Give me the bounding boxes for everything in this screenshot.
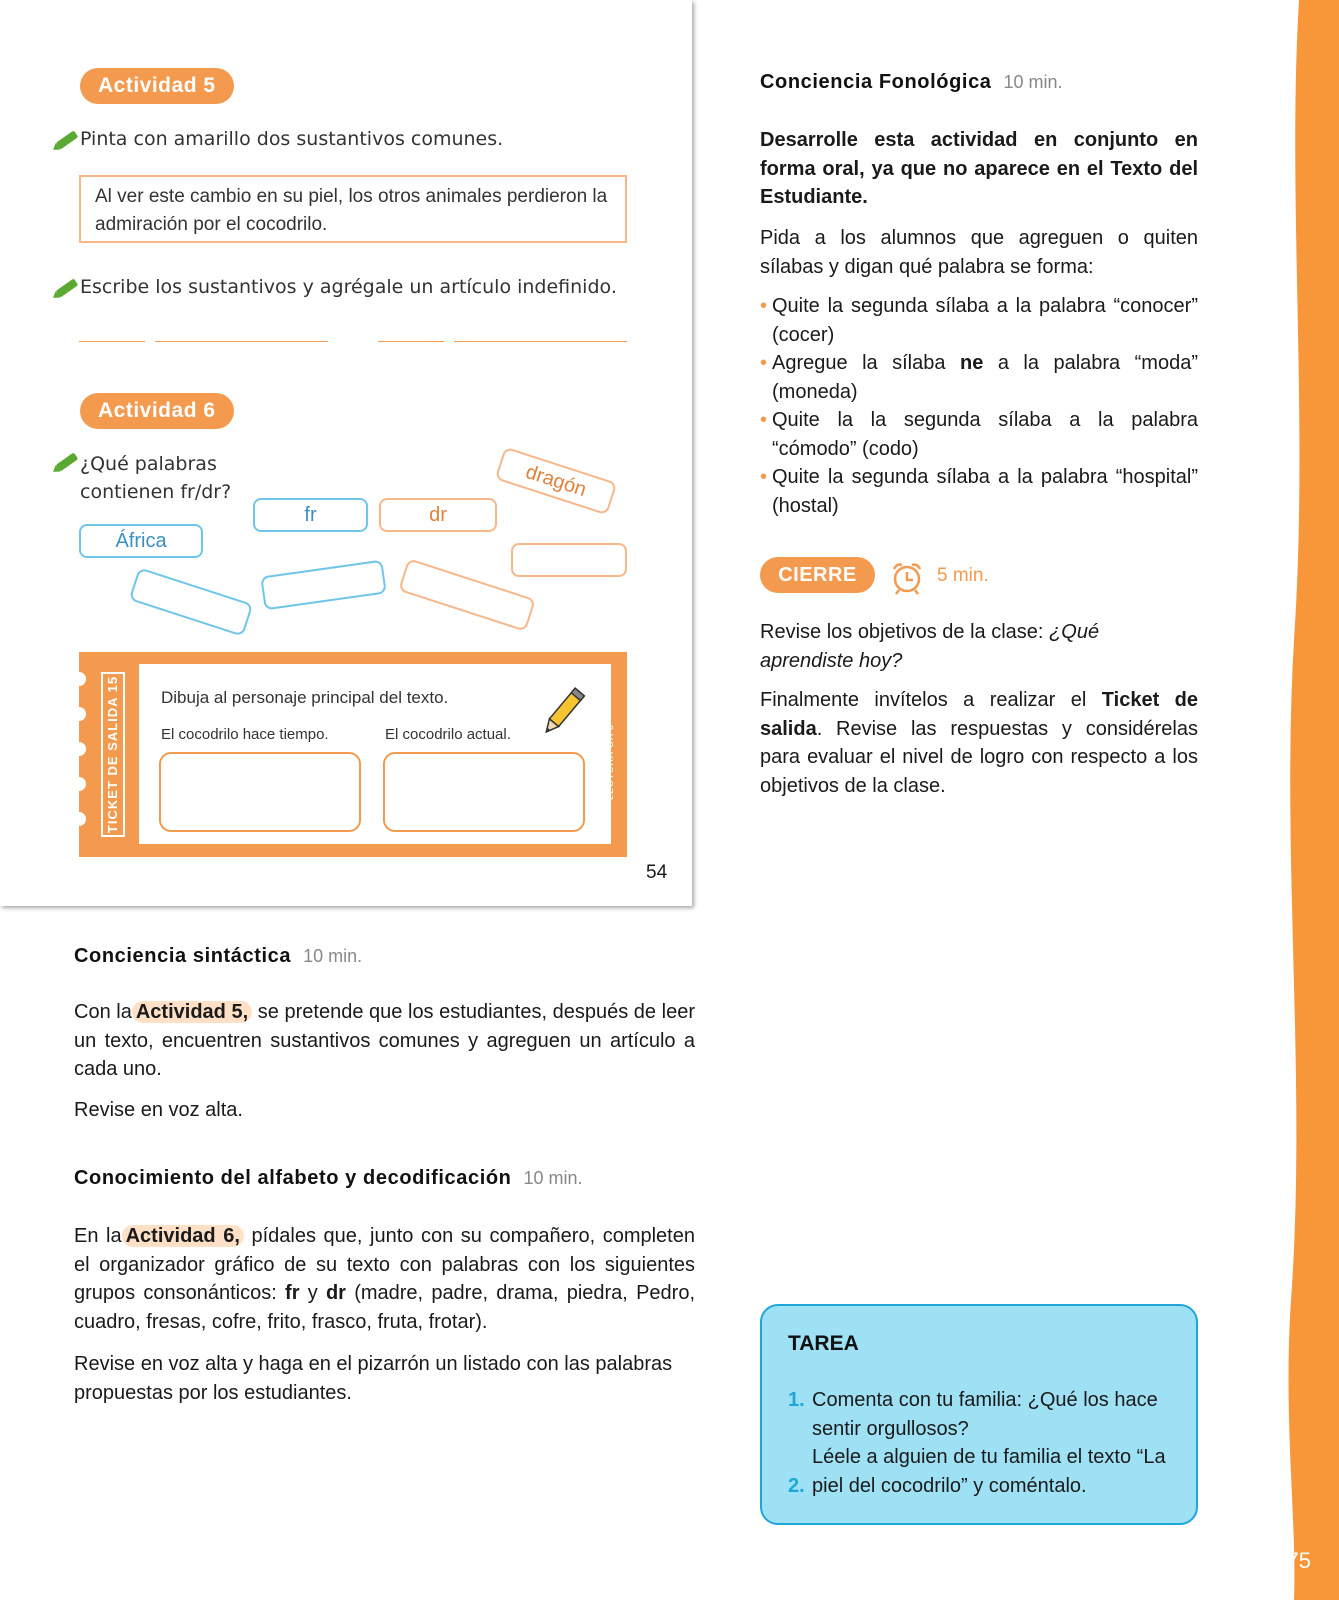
alfabeto-time: 10 min. — [523, 1168, 583, 1188]
pencil-icon — [56, 130, 79, 149]
activity-6-highlight: Actividad 6, — [122, 1225, 244, 1247]
homework-item: 1. Comenta con tu familia: ¿Qué los hace sentir orgullosos? — [788, 1389, 1158, 1440]
answer-blank — [79, 340, 145, 342]
word-card-dragon: dragón — [495, 447, 618, 516]
orange-side-band — [1239, 0, 1339, 1600]
student-page-image — [0, 0, 692, 906]
cierre-time: 5 min. — [937, 565, 989, 586]
pencil-icon — [56, 452, 79, 471]
word-card-dr: dr — [379, 498, 497, 532]
alfabeto-paragraph-2: Revise en voz alta y haga en el pizarrón un listado con las palabras propuestas por los estudiantes. — [74, 1353, 673, 1404]
activity-5-instruction: Pinta con amarillo dos sustantivos comunes. — [80, 128, 504, 150]
homework-box — [760, 1304, 1198, 1525]
word-card-africa: África — [79, 524, 203, 558]
activity-6-label: Actividad 6 — [80, 393, 234, 429]
homework-item: 2.Léele a alguien de tu familia el texto “La piel del cocodrilo” y coméntalo. — [788, 1446, 1166, 1497]
drawing-box — [159, 752, 361, 832]
fonologica-time: 10 min. — [1003, 72, 1063, 92]
ticket-col2-label: El cocodrilo actual. — [385, 726, 511, 743]
activity-5-highlight: Actividad 5, — [132, 1001, 252, 1023]
list-item: • Quite la la segunda sílaba a la palabra “cómodo” (codo) — [760, 406, 1198, 463]
sintactica-paragraph-2: Revise en voz alta. — [74, 1099, 243, 1121]
cierre-paragraph-2: Finalmente invítelos a realizar el Ticket de salida. Revise las respuestas y considérelas para evaluar el nivel de logro con respecto a los objetivos de la clase. — [760, 689, 1199, 797]
fonologica-paragraph: Pida a los alumnos que agreguen o quiten sílabas y digan qué palabra se forma: — [760, 227, 1198, 278]
pencil-icon — [56, 278, 79, 297]
empty-word-card — [260, 560, 387, 611]
list-item: • Quite la segunda sílaba a la palabra “hospital” (hostal) — [760, 463, 1198, 520]
sintactica-time: 10 min. — [303, 946, 363, 966]
student-page-number: 54 — [646, 862, 668, 883]
pencil-drawing-icon — [539, 684, 587, 740]
word-card-fr: fr — [253, 498, 368, 532]
list-item: • Quite la segunda sílaba a la palabra “conocer” (cocer) — [760, 292, 1198, 349]
ticket-instruction: Dibuja al personaje principal del texto. — [161, 688, 449, 707]
cierre-paragraph-1: Revise los objetivos de la clase: ¿Qué aprendiste hoy? — [760, 621, 1100, 672]
alfabeto-paragraph: En la Actividad 6, pídales que, junto con su compañero, completen el organizador gráfico de su texto con palabras con los siguientes grupos consonánticos: fr y dr (madre, padre, drama, piedra, Pedro, cuadro, fresas, cofre, frito, frasco, fruta, frotar). — [74, 1225, 696, 1333]
cierre-badge: CIERRE — [760, 557, 875, 593]
answer-blank — [155, 340, 328, 342]
fonologica-bullets — [760, 292, 1198, 520]
fonologica-intro: Desarrolle esta actividad en conjunto en forma oral, ya que no aparece en el Texto del Estudiante. — [760, 129, 1198, 208]
homework-title: TAREA — [788, 1332, 859, 1355]
drawing-box — [383, 752, 585, 832]
activity-5-instruction-2: Escribe los sustantivos y agrégale un artículo indefinido. — [80, 276, 617, 298]
sentence-box: Al ver este cambio en su piel, los otros animales perdieron la admiración por el cocodrilo. — [79, 175, 627, 243]
alfabeto-heading: Conocimiento del alfabeto y decodificación 10 min. — [74, 1167, 583, 1189]
answer-blank — [378, 340, 444, 342]
empty-word-card — [129, 567, 254, 636]
ticket-col1-label: El cocodrilo hace tiempo. — [161, 726, 329, 743]
sintactica-heading: Conciencia sintáctica 10 min. — [74, 945, 363, 967]
ticket-right-label: LECTURA OA 3 — [605, 723, 615, 801]
alarm-clock-icon — [889, 560, 925, 596]
answer-blank — [454, 340, 627, 342]
list-item: • Agregue la sílaba ne a la palabra “moda” (moneda) — [760, 349, 1198, 406]
empty-word-card — [511, 543, 627, 577]
activity-5-label: Actividad 5 — [80, 68, 234, 104]
activity-6-question: ¿Qué palabras contienen fr/dr? — [80, 453, 232, 503]
fonologica-heading: Conciencia Fonológica 10 min. — [760, 71, 1063, 93]
ticket-side-label: TICKET DE SALIDA 15 — [101, 672, 125, 837]
exit-ticket — [79, 652, 627, 857]
page-number: 75 — [1286, 1548, 1311, 1573]
sintactica-paragraph: Con la Actividad 5, se pretende que los estudiantes, después de leer un texto, encuentren sustantivos comunes y agreguen un artículo a cada uno. — [74, 1001, 696, 1080]
